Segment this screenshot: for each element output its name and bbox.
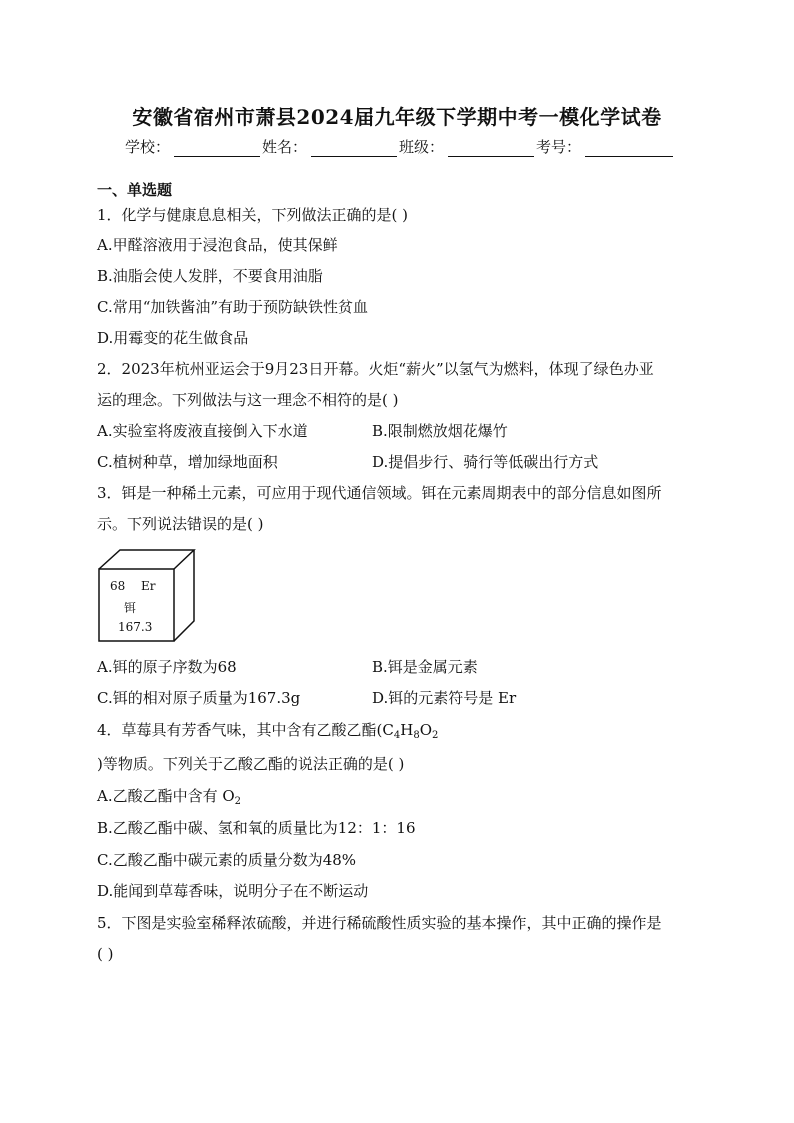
name-label: 姓名： [262,138,308,156]
q2-stem-line1: 2．2023年杭州亚运会于9月23日开幕。火炬“薪火”以氢气为燃料，体现了绿色办亚 [97,360,654,378]
q2-option-d: D.提倡步行、骑行等低碳出行方式 [372,453,599,471]
q4-sub-4: 4 [393,730,401,741]
q1-option-b: B.油脂会使人发胖，不要食用油脂 [97,267,323,285]
school-blank [174,140,260,157]
q4-option-a [97,786,241,812]
q1-option-d: D.用霉变的花生做食品 [97,329,249,347]
class-label: 班级： [399,138,445,156]
q3-option-d: D.铒的元素符号是 Er [372,689,517,707]
q2-option-b: B.限制燃放烟花爆竹 [372,422,508,440]
q4-option-d: D.能闻到草莓香味，说明分子在不断运动 [97,882,369,900]
q4-o: O [419,721,433,739]
q4-stem-line1 [97,720,438,746]
name-blank [311,140,397,157]
q4-option-b: B.乙酸乙酯中碳、氢和氧的质量比为12：1：16 [97,819,416,837]
q3-option-a: A.铒的原子序数为68 [97,658,237,676]
q4-h: H [400,721,414,739]
q4-option-a-text: A.乙酸乙酯中含有 O [97,787,235,805]
exam-no-label: 考号： [536,138,582,156]
element-name: 铒 [124,601,137,615]
atomic-mass: 167.3 [118,620,153,634]
q4-option-a-sub: 2 [234,796,242,807]
section-heading: 一、单选题 [97,181,173,199]
school-label: 学校： [125,138,171,156]
q4-stem-text: 4．草莓具有芳香气味，其中含有乙酸乙酯(C [97,721,394,739]
q4-sub-2: 2 [432,730,439,741]
q3-option-b: B.铒是金属元素 [372,658,478,676]
q4-option-c: C.乙酸乙酯中碳元素的质量分数为48% [97,851,357,869]
exam-no-blank [585,140,673,157]
q3-stem-line2: 示。下列说法错误的是( ) [97,515,264,533]
q2-option-a: A.实验室将废液直接倒入下水道 [97,422,308,440]
q4-stem-line2: )等物质。下列关于乙酸乙酯的说法正确的是( ) [97,755,405,773]
q3-option-c: C.铒的相对原子质量为167.3g [97,689,301,707]
q5-stem-line1: 5．下图是实验室稀释浓硫酸，并进行稀硫酸性质实验的基本操作，其中正确的操作是 [97,914,662,932]
q2-options-row1 [97,421,308,441]
page-title: 安徽省宿州市萧县2024届九年级下学期中考一模化学试卷 [132,105,662,129]
element-cell-figure [97,548,197,644]
element-symbol: Er [141,579,156,593]
q1-option-c: C.常用“加铁酱油”有助于预防缺铁性贫血 [97,298,369,316]
class-blank [448,140,534,157]
q3-stem-line1: 3．铒是一种稀土元素，可应用于现代通信领域。铒在元素周期表中的部分信息如图所 [97,484,662,502]
q1-option-a: A.甲醛溶液用于浸泡食品，使其保鲜 [97,236,338,254]
atomic-number: 68 [110,579,126,593]
student-info-row [125,136,675,157]
q4-sub-8: 8 [413,730,420,741]
q5-stem-line2: ( ) [97,945,114,963]
q2-stem-line2: 运的理念。下列做法与这一理念不相符的是( ) [97,391,399,409]
q1-stem: 1．化学与健康息息相关，下列做法正确的是( ) [97,206,409,224]
q2-option-c: C.植树种草，增加绿地面积 [97,453,278,471]
